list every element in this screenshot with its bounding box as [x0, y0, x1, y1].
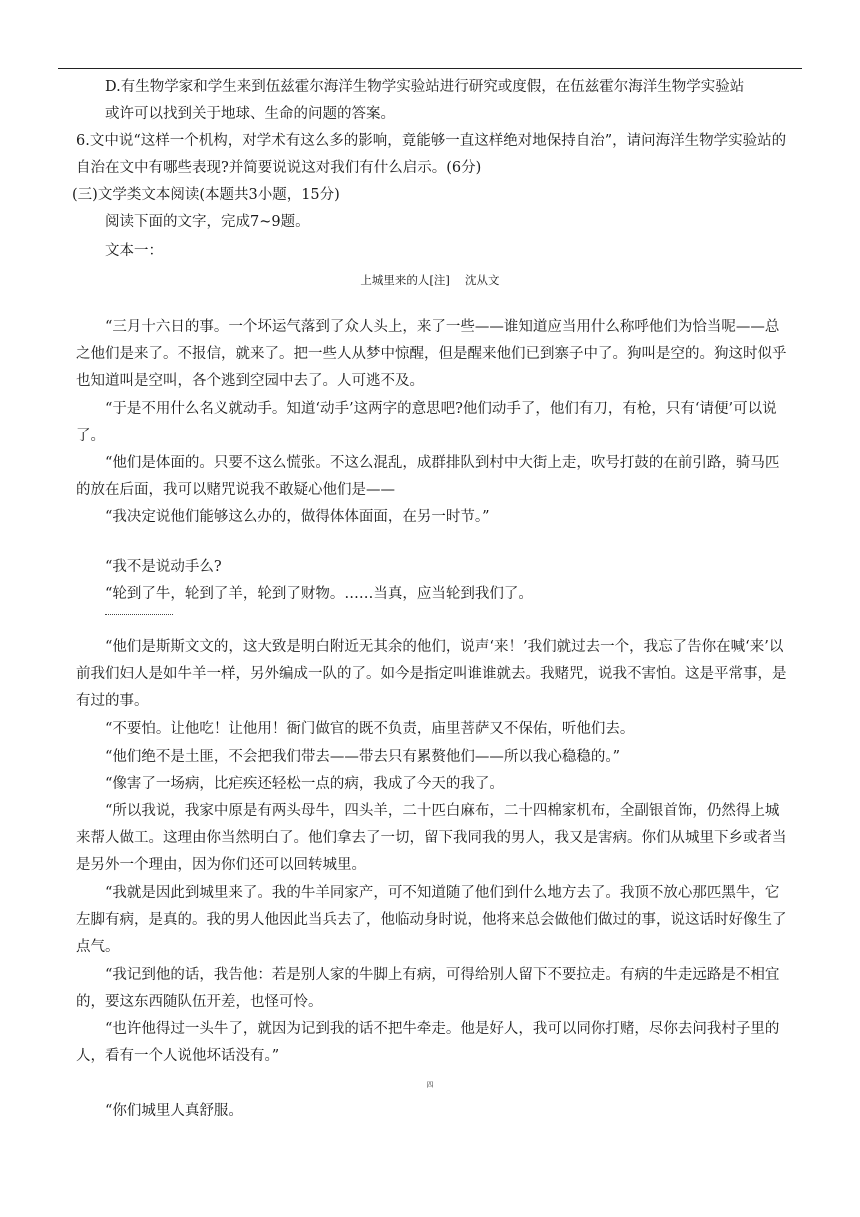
paragraph-13: “我记到他的话，我告他：若是别人家的牛脚上有病，可得给别人留下不要拉走。有病的牛走远路是不相宜的，要这东西随队伍开差，也怪可怜。 [76, 967, 780, 1010]
paragraph-7: “他们是斯斯文文的，这大致是明白附近无其余的他们，说声‘来！’我们就过去一个，我忘了告你在喊‘来’以前我们妇人是如牛羊一样，另外编成一队的了。如今是指定叫谁谁就去。我赌咒，说我不害怕。这是平常事，是有过的事。 [76, 639, 787, 709]
paragraph-4: “我决定说他们能够这么办的，做得体体面面，在另一时节。” [105, 509, 490, 525]
q5-option-d-line2: 或许可以找到关于地球、生命的问题的答案。 [105, 106, 395, 122]
paragraph-5: “我不是说动手么? [105, 559, 222, 575]
section-heading: (三)文学类文本阅读(本题共3小题，15分) [72, 187, 340, 203]
header-rule [58, 68, 802, 69]
paragraph-2: “于是不用什么名义就动手。知道‘动手’这两字的意思吧?他们动手了，他们有刀，有枪，只有‘请便’可以说了。 [76, 401, 777, 444]
paragraph-6: “轮到了牛，轮到了羊，轮到了财物。……当真，应当轮到我们了。 [105, 586, 533, 602]
story-title: 上城里来的人[注] 沈从文 [360, 273, 500, 287]
instruction: 阅读下面的文字，完成7~9题。 [105, 214, 310, 230]
paragraph-12: “我就是因此到城里来了。我的牛羊同家产，可不知道随了他们到什么地方去了。我顶不放心那匹黑牛，它左脚有病，是真的。我的男人他因此当兵去了，他临动身时说，他将来总会做他们做过的事，说这话时好像生了点气。 [76, 885, 787, 955]
paragraph-10: “像害了一场病，比疟疾还轻松一点的病，我成了今天的我了。 [105, 776, 504, 792]
paragraph-9: “他们绝不是土匪，不会把我们带去——带去只有累赘他们——所以我心稳稳的。” [105, 749, 621, 765]
paragraph-14: “也许他得过一头牛了，就因为记到我的话不把牛牵走。他是好人，我可以同你打赌，尽你去问我村子里的人，看有一个人说他坏话没有。” [76, 1021, 780, 1064]
text-label: 文本一： [105, 243, 163, 259]
q5-option-d-line1: D.有生物学家和学生来到伍兹霍尔海洋生物学实验站进行研究或度假，在伍兹霍尔海洋生物学实验站 [105, 79, 745, 95]
omission-dots [105, 614, 173, 615]
paragraph-15: “你们城里人真舒服。 [105, 1103, 243, 1119]
paragraph-11: “所以我说，我家中原是有两头母牛，四头羊，二十匹白麻布，二十四棉家机布，全副银首饰，仍然得上城来帮人做工。这理由你当然明白了。他们拿去了一切，留下我同我的男人，我又是害病。你们从城里下乡或者当是另外一个理由，因为你们还可以回转城里。 [76, 803, 787, 873]
section-mark: 四 [426, 1081, 434, 1089]
paragraph-8: “不要怕。让他吃！让他用！衙门做官的既不负责，庙里菩萨又不保佑，听他们去。 [105, 721, 635, 737]
paragraph-3: “他们是体面的。只要不这么慌张。不这么混乱，成群排队到村中大街上走，吹号打鼓的在前引路，骑马匹的放在后面，我可以赌咒说我不敢疑心他们是—— [76, 455, 780, 498]
question-6: 6.文中说“这样一个机构，对学术有这么多的影响，竟能够一直这样绝对地保持自治”，请问海洋生物学实验站的自治在文中有哪些表现?并简要说说这对我们有什么启示。(6分) [76, 133, 787, 176]
paragraph-1: “三月十六日的事。一个坏运气落到了众人头上，来了一些——谁知道应当用什么称呼他们为恰当呢——总之他们是来了。不报信，就来了。把一些人从梦中惊醒，但是醒来他们已到寨子中了。狗叫是空的。狗这时似乎也知道叫是空叫，各个逃到空园中去了。人可逃不及。 [76, 319, 787, 389]
